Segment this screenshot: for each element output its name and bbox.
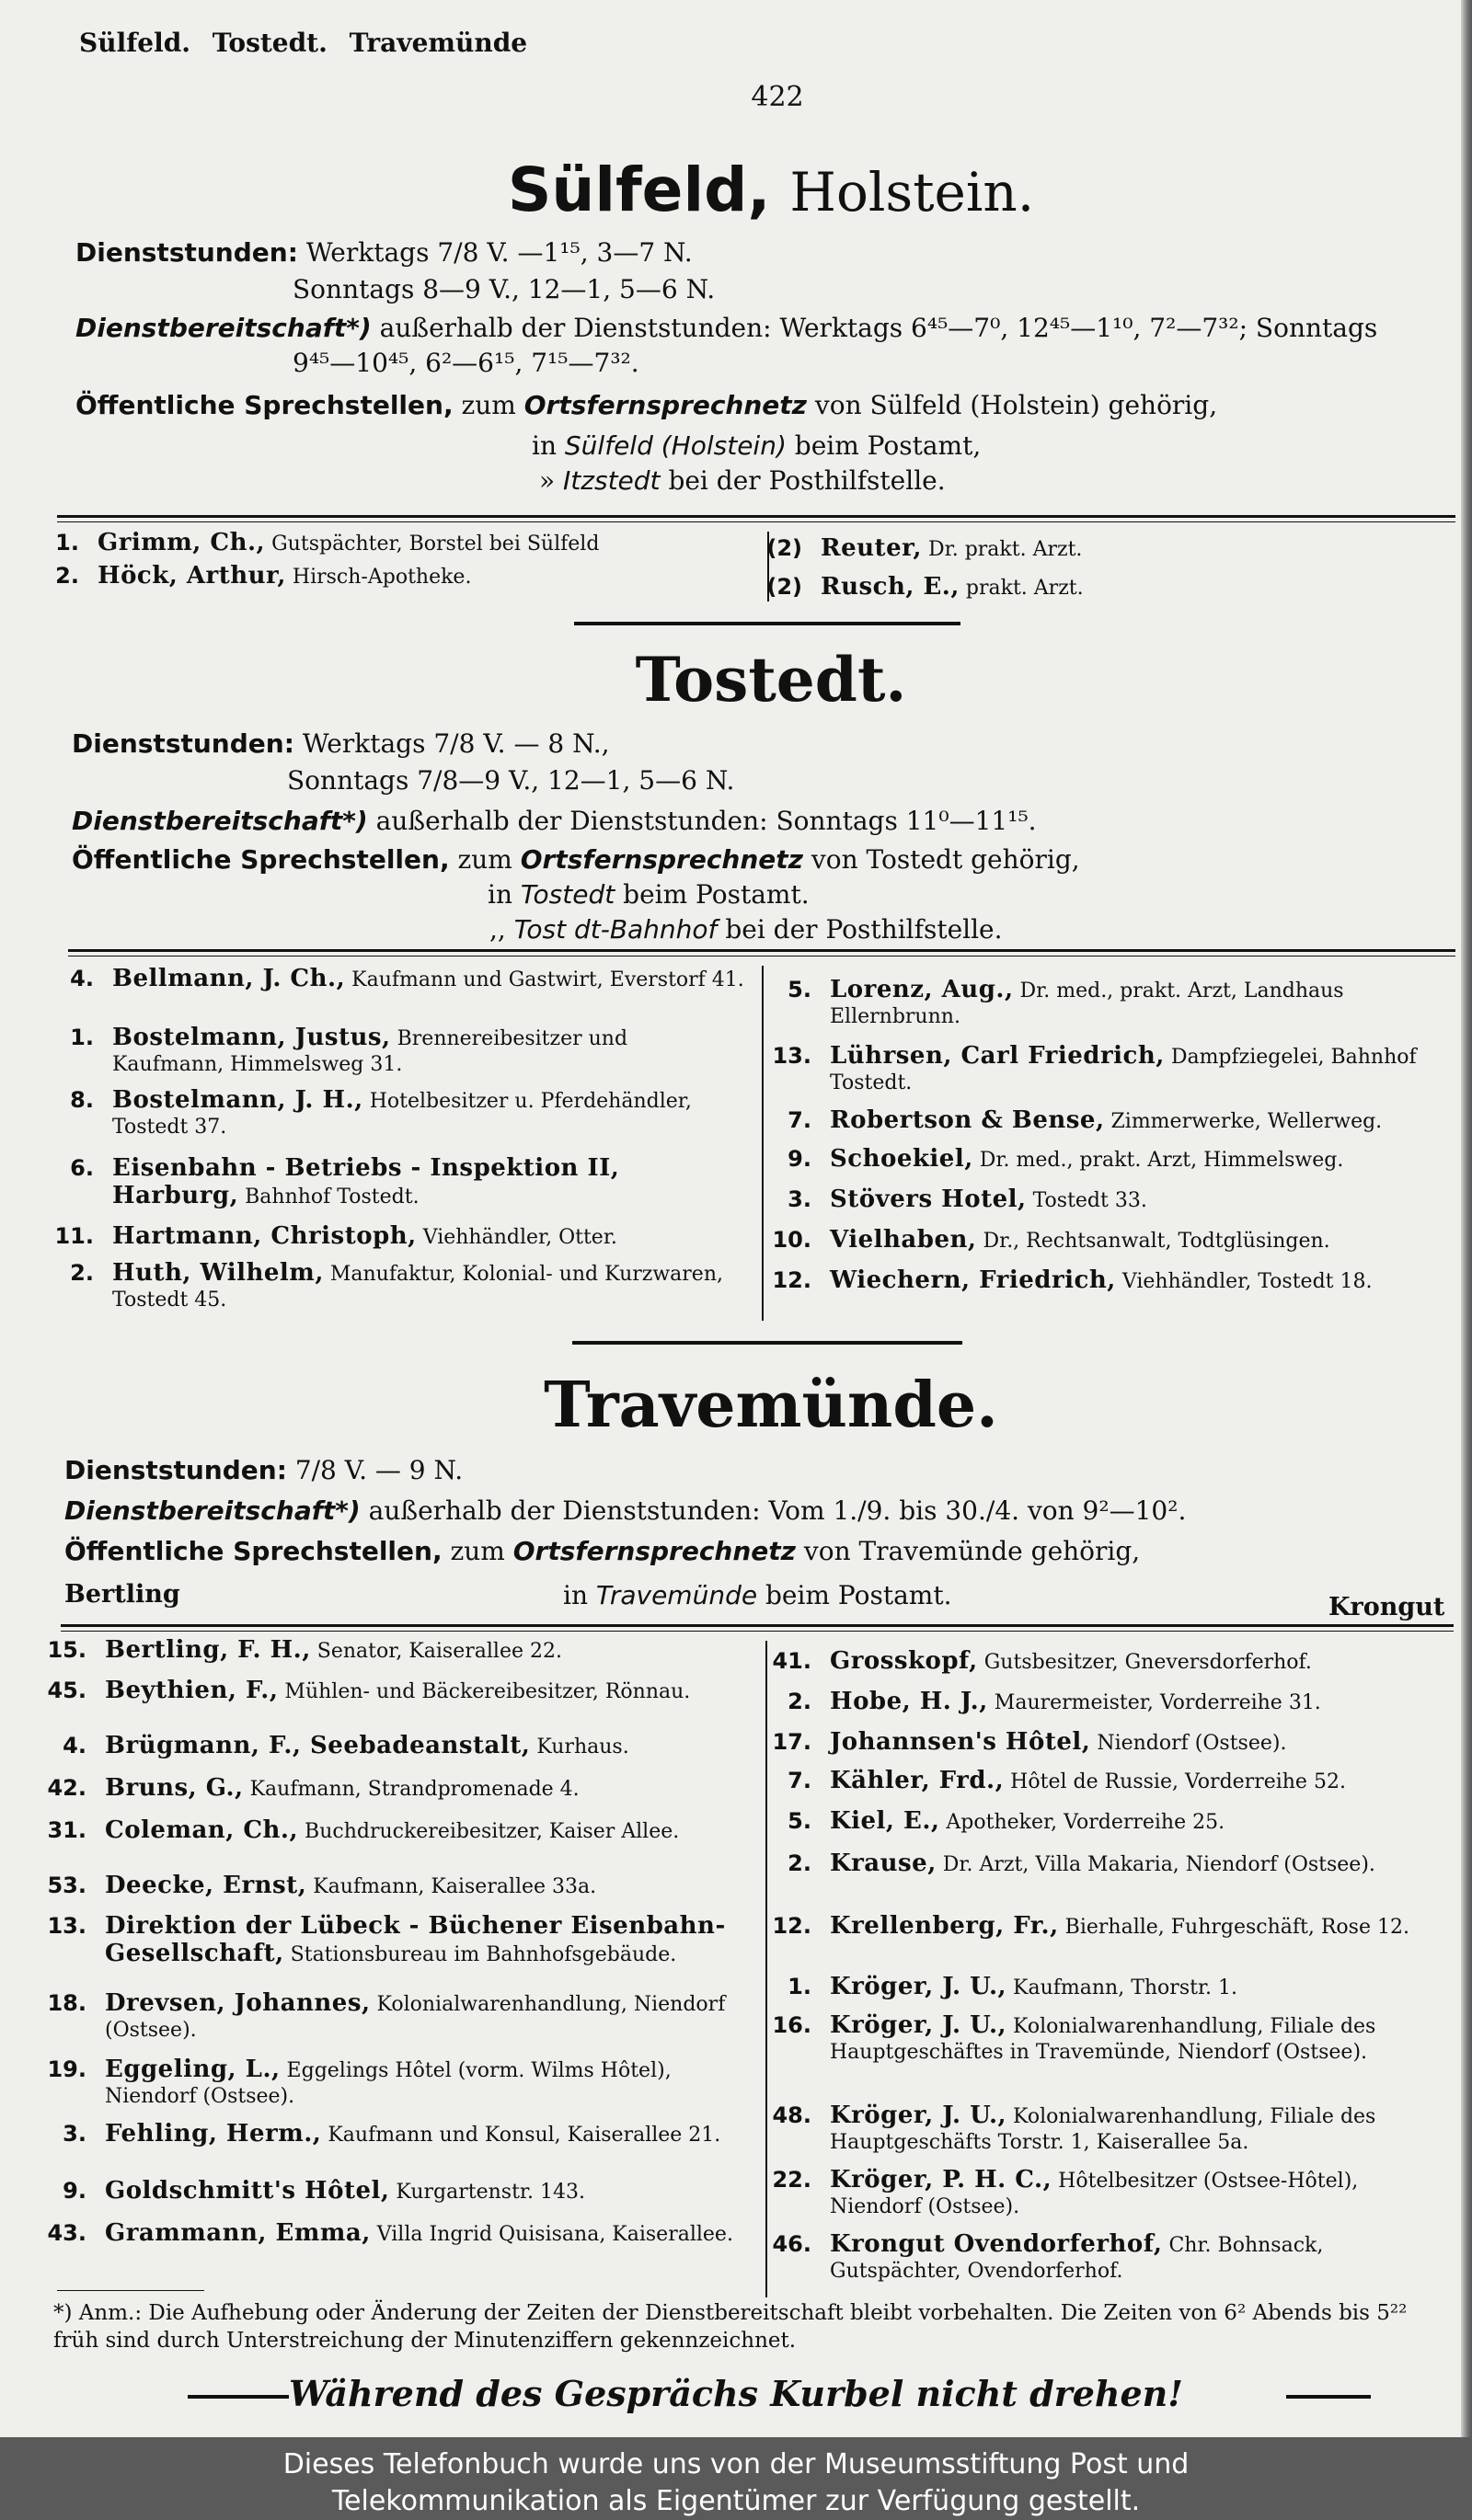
travemunde-sprech-net: Ortsfernsprechnetz [512,1536,796,1566]
entry-name: Kröger, J. U., [830,2011,1007,2039]
entry-name: Goldschmitt's Hôtel, [105,2177,390,2205]
travemunde-sprech-mid: zum [450,1536,505,1566]
entry-number: 2. [70,1260,94,1286]
entry-name: Hobe, H. J., [830,1688,988,1715]
entry-description: Dampfziegelei, Bahnhof Tostedt. [830,1046,1417,1094]
entry-number: 41. [772,1648,811,1674]
entry-number: (2) [766,535,802,561]
entry-name: Coleman, Ch., [105,1816,299,1844]
entry-name: Höck, Arthur, [98,562,286,590]
travemunde-bereit-label: Dienstbereitschaft*) [64,1495,361,1526]
travemunde-stelle-1 [563,1580,951,1610]
entry-description: Gutspächter, Borstel bei Sülfeld [271,533,600,556]
entry-description: Bierhalle, Fuhrgeschäft, Rose 12. [1064,1916,1409,1939]
entry-number: 22. [772,2167,811,2193]
caption-line-1: Dieses Telefonbuch wurde uns von der Museumsstiftung Post und [282,2448,1190,2480]
entry-name: Huth, Wilhelm, [112,1259,324,1287]
entry-number: 5. [788,1808,811,1834]
sulfeld-sprech-rest: von Sülfeld (Holstein) gehörig, [814,390,1218,420]
entry-description: Hirsch-Apotheke. [292,566,472,589]
entry-number: 18. [47,1990,86,2016]
travemunde-stelle-1-pre: in [563,1580,588,1610]
catchword-left: Bertling [64,1580,180,1609]
entry-name: Robertson & Bense, [830,1106,1105,1134]
sulfeld-dienst-label: Dienststunden: [75,237,298,268]
entry-name: Beythien, F., [105,1677,279,1704]
entry-number: 42. [47,1775,86,1801]
entry-number: 4. [63,1733,86,1758]
sulfeld-stelle-2-post: bei der Posthilfstelle. [668,465,946,496]
entry-description: Kolonialwarenhandlung, Filiale des Hauptgeschäftes in Travemünde, Niendorf (Ostsee). [830,2015,1376,2064]
entry-number: 46. [772,2231,811,2257]
entry-number: 6. [70,1155,94,1181]
entry-number: 31. [47,1817,86,1843]
sulfeld-rule-top [57,515,1455,518]
entry-number: 43. [47,2220,86,2246]
entry-description: Kolonialwarenhandlung, Niendorf (Ostsee). [105,1993,726,2042]
sulfeld-stelle-1 [532,430,981,461]
travemunde-stelle-1-place: Travemünde [595,1580,758,1610]
entry-description: Kaufmann und Gastwirt, Everstorf 41. [351,968,744,991]
tostedt-dienst-line2: Sonntags 7/8—9 V., 12—1, 5—6 N. [287,765,735,796]
entry-number: 12. [772,1913,811,1939]
entry-number: 53. [47,1873,86,1898]
entry-number: 48. [772,2102,811,2128]
entry-description: Manufaktur, Kolonial- und Kurzwaren, Tostedt 45. [112,1263,723,1312]
entry-number: 19. [47,2056,86,2082]
tostedt-bereit [72,806,1037,836]
entry-name: Bertling, F. H., [105,1636,311,1664]
entry-number: 45. [47,1678,86,1703]
tostedt-sprech [72,844,1080,875]
sulfeld-stelle-2 [539,465,946,496]
sulfeld-title-rest: Holstein. [789,161,1035,223]
tostedt-dienst [72,728,610,759]
entry-description: Gutsbesitzer, Gneversdorferhof. [983,1651,1312,1674]
slogan: Während des Gesprächs Kurbel nicht drehen! [289,2373,1183,2414]
sulfeld-sprech-label: Öffentliche Sprechstellen, [75,390,454,420]
entry-name: Rusch, E., [821,573,960,601]
slogan-rule-right [1286,2395,1371,2399]
entry-name: Kröger, J. U., [830,1973,1007,2000]
entry-name: Eggeling, L., [105,2056,281,2083]
sulfeld-stelle-1-post: beim Postamt, [794,430,982,461]
entry-number: 12. [772,1267,811,1293]
tostedt-bereit-line1: außerhalb der Dienststunden: Sonntags 11⁰—11¹⁵. [375,806,1037,836]
tostedt-dienst-line1: Werktags 7/8 V. — 8 N., [302,728,610,759]
entry-description: Stationsbureau im Bahnhofsgebäude. [290,1943,677,1966]
entry-name: Kröger, J. U., [830,2102,1007,2129]
entry-description: Tostedt 33. [1032,1189,1147,1212]
entry-number: 9. [788,1146,811,1172]
entry-name: Kröger, P. H. C., [830,2166,1052,2194]
tostedt-stelle-2 [489,914,1003,945]
entry-number: 1. [788,1974,811,1999]
tostedt-sprech-mid: zum [457,844,512,875]
entry-description: prakt. Arzt. [965,577,1084,600]
entry-description: Brennereibesitzer und Kaufmann, Himmelsweg 31. [112,1027,628,1076]
entry-number: 9. [63,2178,86,2204]
travemunde-sprech-label: Öffentliche Sprechstellen, [64,1536,443,1566]
sulfeld-stelle-1-pre: in [532,430,557,461]
entry-name: Krellenberg, Fr., [830,1912,1059,1940]
sulfeld-title-bold: Sülfeld, [507,155,771,225]
entry-number: 13. [772,1043,811,1069]
travemunde-rule-top [61,1624,1454,1627]
entry-description: Dr. med., prakt. Arzt, Landhaus Ellernbrunn. [830,979,1344,1028]
entry-description: Apotheker, Vorderreihe 25. [946,1811,1225,1834]
entry-name: Reuter, [821,534,922,562]
entry-name: Kähler, Frd., [830,1767,1005,1794]
caption-line-2: Telekommunikation als Eigentümer zur Verfügung gestellt. [331,2485,1141,2517]
tostedt-stelle-1 [488,879,810,910]
section-divider-1 [574,622,960,625]
entry-description: Hôtel de Russie, Vorderreihe 52. [1010,1770,1346,1793]
footnote-rule [57,2290,204,2291]
tostedt-dienst-label: Dienststunden: [72,728,294,759]
sulfeld-bereit-line2: 9⁴⁵—10⁴⁵, 6²—6¹⁵, 7¹⁵—7³². [293,348,639,378]
sulfeld-sprech [75,390,1217,420]
entry-description: Maurermeister, Vorderreihe 31. [994,1691,1321,1714]
entry-number: 4. [70,966,94,991]
entry-description: Hôtelbesitzer (Ostsee-Hôtel), Niendorf (Ostsee). [830,2170,1359,2218]
entry-description: Kurhaus. [536,1735,629,1758]
tostedt-stelle-1-pre: in [488,879,512,910]
travemunde-sprech-rest: von Travemünde gehörig, [803,1536,1141,1566]
entry-description: Zimmerwerke, Wellerweg. [1110,1110,1383,1133]
entry-name: Eisenbahn - Betriebs - Inspektion II, Harburg, [112,1154,620,1209]
provenance-caption [0,2446,1472,2520]
entry-description: Niendorf (Ostsee). [1097,1732,1287,1755]
entry-description: Dr. Arzt, Villa Makaria, Niendorf (Ostsee). [942,1853,1375,1876]
entry-name: Vielhaben, [830,1226,977,1254]
tostedt-stelle-2-pre: ,, [489,914,506,945]
travemunde-dienst [64,1455,463,1485]
entry-number: (2) [766,574,802,600]
sulfeld-rule-top-thin [57,521,1455,522]
entry-name: Brügmann, F., Seebadeanstalt, [105,1732,531,1759]
travemunde-rule-top-thin [61,1631,1454,1632]
tostedt-stelle-1-post: beim Postamt. [623,879,810,910]
entry-name: Lorenz, Aug., [830,976,1014,1003]
entry-name: Johannsen's Hôtel, [830,1728,1091,1756]
entry-number: 3. [63,2121,86,2147]
entry-number: 16. [772,2012,811,2038]
travemunde-bereit [64,1495,1186,1526]
entry-number: 2. [55,563,79,589]
entry-description: Kaufmann, Thorstr. 1. [1013,1976,1238,1999]
entry-description: Kurgartenstr. 143. [396,2181,586,2204]
entry-name: Grammann, Emma, [105,2219,371,2247]
entry-number: 17. [772,1729,811,1755]
sulfeld-title [0,155,1472,225]
entry-description: Viehhändler, Tostedt 18. [1121,1270,1373,1293]
section-divider-2 [572,1341,962,1345]
tostedt-sprech-rest: von Tostedt gehörig, [811,844,1080,875]
entry-number: 11. [54,1223,94,1249]
sulfeld-bereit [75,313,1377,343]
tostedt-stelle-2-place: Tost dt-Bahnhof [513,914,718,945]
entry-number: 7. [788,1768,811,1793]
sulfeld-stelle-2-pre: » [539,465,556,496]
tostedt-rule-top [68,949,1455,952]
entry-number: 1. [70,1025,94,1050]
entry-description: Dr. med., prakt. Arzt, Himmelsweg. [979,1149,1344,1172]
entry-description: Eggelings Hôtel (vorm. Wilms Hôtel), Niendorf (Ostsee). [105,2059,672,2108]
footnote: *) Anm.: Die Aufhebung oder Änderung der Zeiten der Dienstbereitschaft bleibt vorbehalten. Die Zeiten von 6² Abends bis 5²² früh sind durch Unterstreichung der Minutenziffern gekennzeichnet. [53,2301,1408,2353]
tostedt-stelle-1-place: Tostedt [520,879,615,910]
entry-number: 8. [70,1087,94,1113]
entry-name: Hartmann, Christoph, [112,1222,417,1250]
entry-name: Grimm, Ch., [98,529,266,556]
entry-number: 1. [55,530,79,556]
entry-description: Mühlen- und Bäckereibesitzer, Rönnau. [284,1680,691,1703]
travemunde-title: Travemünde. [544,1369,998,1442]
entry-name: Bostelmann, J. H., [112,1086,363,1114]
entry-name: Wiechern, Friedrich, [830,1266,1116,1294]
entry-number: 2. [788,1689,811,1714]
entry-name: Drevsen, Johannes, [105,1989,371,2017]
entry-number: 7. [788,1107,811,1133]
entry-description: Kolonialwarenhandlung, Filiale des Hauptgeschäfts Torstr. 1, Kaiserallee 5a. [830,2105,1376,2154]
travemunde-dienst-label: Dienststunden: [64,1455,287,1485]
sulfeld-sprech-mid: zum [461,390,516,420]
entry-description: Kaufmann, Strandpromenade 4. [249,1778,580,1801]
entry-number: 13. [47,1913,86,1939]
entry-description: Buchdruckereibesitzer, Kaiser Allee. [305,1820,680,1843]
page-number: 422 [751,81,804,113]
travemunde-dienst-line1: 7/8 V. — 9 N. [294,1455,464,1485]
entry-name: Kiel, E., [830,1807,940,1835]
entry-name: Krause, [830,1850,937,1877]
entry-number: 10. [772,1227,811,1253]
entry-name: Stövers Hotel, [830,1186,1027,1213]
catchword-right: Krongut [1328,1593,1445,1621]
sulfeld-dienst-line1: Werktags 7/8 V. —1¹⁵, 3—7 N. [305,237,693,268]
entry-description: Hotelbesitzer u. Pferdehändler, Tostedt 37. [112,1090,692,1139]
entry-description: Bahnhof Tostedt. [245,1186,420,1208]
sulfeld-dienst [75,237,693,268]
entry-description: Dr. prakt. Arzt. [927,538,1083,561]
tostedt-sprech-net: Ortsfernsprechnetz [520,844,803,875]
entry-name: Grosskopf, [830,1647,978,1675]
entry-number: 3. [788,1186,811,1212]
travemunde-sprech [64,1536,1140,1566]
sulfeld-bereit-line1: außerhalb der Dienststunden: Werktags 6⁴⁵—7⁰, 12⁴⁵—1¹⁰, 7²—7³²; Sonntags [379,313,1378,343]
sulfeld-stelle-2-place: Itzstedt [563,465,661,496]
entry-name: Krongut Ovendorferhof, [830,2230,1163,2258]
running-head: Sülfeld. Tostedt. Travemünde [79,28,528,58]
sulfeld-dienst-line2: Sonntags 8—9 V., 12—1, 5—6 N. [293,274,716,304]
tostedt-bereit-label: Dienstbereitschaft*) [72,806,368,836]
entry-description: Dr., Rechtsanwalt, Todtglüsingen. [983,1230,1330,1253]
tostedt-stelle-2-post: bei der Posthilfstelle. [725,914,1003,945]
entry-number: 5. [788,977,811,1002]
travemunde-bereit-line1: außerhalb der Dienststunden: Vom 1./9. bis 30./4. von 9²—10². [368,1495,1187,1526]
sulfeld-stelle-1-place: Sülfeld (Holstein) [564,430,787,461]
entry-name: Bruns, G., [105,1774,244,1802]
tostedt-title: Tostedt. [635,644,907,716]
travemunde-stelle-1-post: beim Postamt. [765,1580,952,1610]
entry-name: Direktion der Lübeck - Büchener Eisenbahn-Gesellschaft, [105,1912,726,1967]
entry-description: Viehhändler, Otter. [422,1226,617,1249]
entry-name: Fehling, Herm., [105,2120,322,2148]
sulfeld-sprech-net: Ortsfernsprechnetz [523,390,807,420]
entry-name: Bellmann, J. Ch., [112,965,346,992]
sulfeld-bereit-label: Dienstbereitschaft*) [75,313,372,343]
page-edge-shadow [1461,0,1472,2437]
entry-name: Deecke, Ernst, [105,1872,307,1899]
entry-number: 15. [47,1637,86,1663]
entry-description: Senator, Kaiserallee 22. [316,1640,562,1663]
entry-description: Kaufmann und Konsul, Kaiserallee 21. [328,2124,721,2147]
entry-description: Villa Ingrid Quisisana, Kaiserallee. [376,2223,733,2246]
entry-name: Lührsen, Carl Friedrich, [830,1042,1165,1070]
entry-description: Kaufmann, Kaiserallee 33a. [313,1875,597,1898]
tostedt-sprech-label: Öffentliche Sprechstellen, [72,844,450,875]
entry-description: Chr. Bohnsack, Gutspächter, Ovendorferhof. [830,2234,1324,2283]
entry-number: 2. [788,1850,811,1876]
entry-name: Schoekiel, [830,1145,973,1173]
entry-name: Bostelmann, Justus, [112,1024,391,1051]
